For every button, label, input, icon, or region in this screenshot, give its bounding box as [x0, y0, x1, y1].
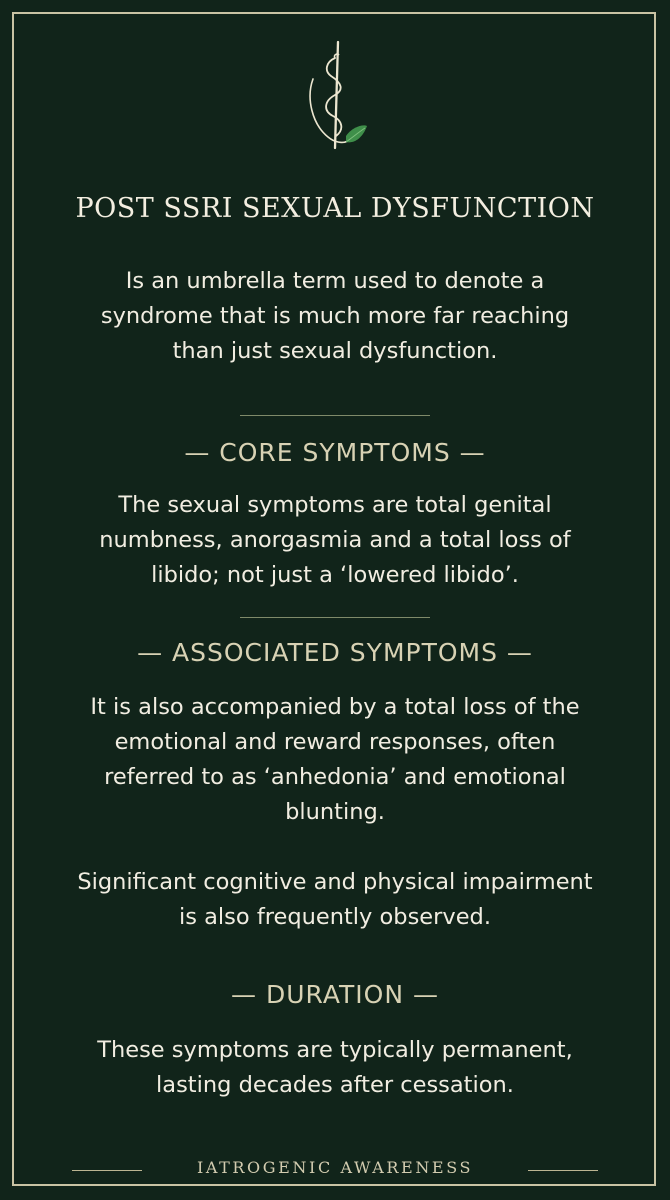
duration-text: [40, 1033, 630, 1103]
text-line: numbness, anorgasmia and a total loss of: [99, 527, 571, 553]
divider: [240, 415, 430, 416]
intro-text: [40, 264, 630, 369]
text-line: blunting.: [285, 799, 385, 825]
text-line: referred to as ‘anhedonia’ and emotional: [104, 764, 566, 790]
impairment-text: [40, 865, 630, 935]
caduceus-leaf-icon: [300, 40, 370, 160]
border-frame: [12, 12, 656, 1186]
text-line: Significant cognitive and physical impairment: [77, 869, 593, 895]
text-line: These symptoms are typically permanent,: [97, 1037, 573, 1063]
text-line: libido; not just a ‘lowered libido’.: [151, 562, 519, 588]
text-line: emotional and reward responses, often: [114, 729, 556, 755]
text-line: It is also accompanied by a total loss of the: [90, 694, 580, 720]
section-heading-associated-symptoms: — ASSOCIATED SYMPTOMS —: [137, 638, 533, 667]
footer-brand: IATROGENIC AWARENESS: [196, 1158, 474, 1177]
associated-symptoms-text: [40, 690, 630, 830]
intro-line: than just sexual dysfunction.: [172, 338, 498, 364]
text-line: is also frequently observed.: [179, 904, 491, 930]
core-symptoms-text: [40, 488, 630, 593]
section-heading-duration: — DURATION —: [231, 980, 439, 1009]
divider: [240, 617, 430, 618]
section-heading-core-symptoms: — CORE SYMPTOMS —: [184, 438, 486, 467]
intro-line: Is an umbrella term used to denote a: [125, 268, 545, 294]
intro-line: syndrome that is much more far reaching: [100, 303, 570, 329]
page-title: POST SSRI SEXUAL DYSFUNCTION: [75, 193, 595, 224]
text-line: The sexual symptoms are total genital: [118, 492, 552, 518]
text-line: lasting decades after cessation.: [156, 1072, 514, 1098]
